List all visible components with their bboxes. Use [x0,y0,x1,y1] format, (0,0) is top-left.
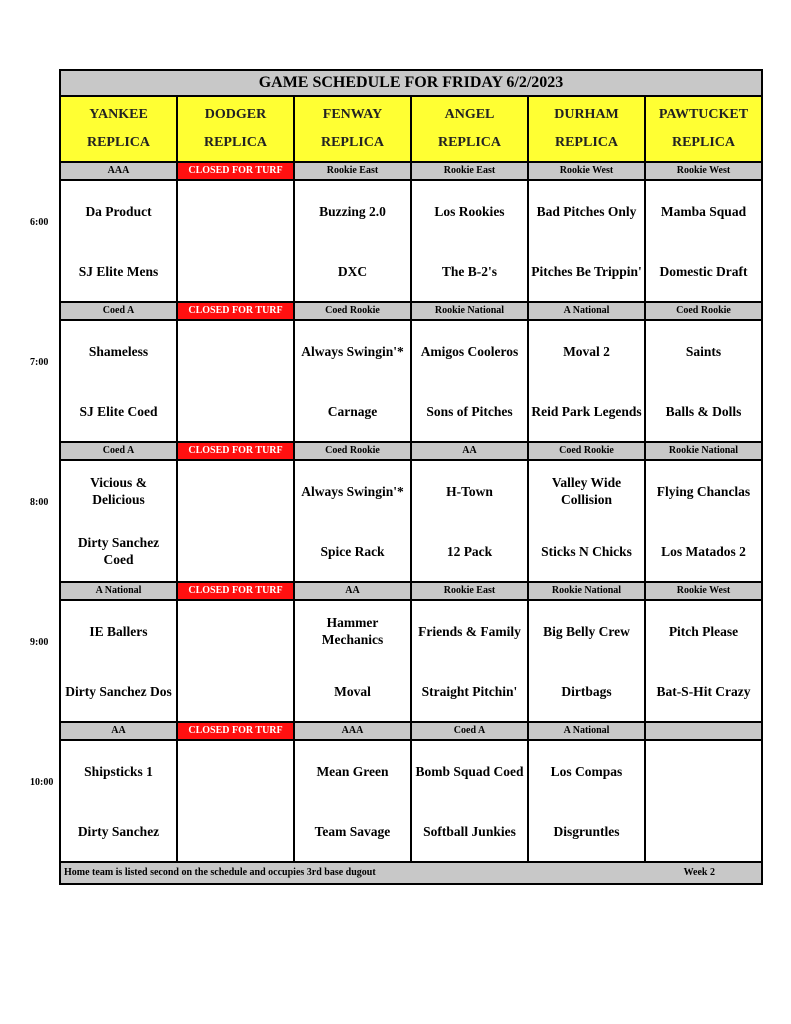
division-label: AA [412,443,529,459]
away-team: Friends & Family [418,623,521,639]
division-label: Coed Rookie [676,305,731,316]
time-label: 8:00 [30,497,49,508]
game-slot-row [61,181,761,303]
away-team: Saints [685,343,722,359]
away-team: Always Swingin'* [301,343,404,359]
division-label: A National [61,583,178,599]
division-label: Rookie East [412,163,529,179]
home-team: Balls & Dolls [665,403,742,419]
schedule-sheet [59,69,763,885]
game-cell [529,741,646,861]
away-team: Shipsticks 1 [84,763,153,779]
game-cell [529,181,646,301]
division-label: AA [61,723,178,739]
closed-badge: CLOSED FOR TURF [178,443,295,459]
division-row [61,163,761,181]
game-cell [295,181,412,301]
away-team: IE Ballers [89,623,148,639]
division-label: Rookie National [529,583,646,599]
home-team: Team Savage [314,823,391,839]
division-row [61,303,761,321]
division-label [646,723,761,739]
field-subtitle: REPLICA [671,135,735,150]
home-team: Moval [334,683,371,699]
footer-note: Home team is listed second on the schedule and occupies 3rd base dugout [64,867,376,878]
home-team [178,241,293,301]
game-cell [646,181,761,301]
home-team [178,661,293,721]
game-slot-row [61,321,761,443]
division-row [61,443,761,461]
field-subtitle: REPLICA [437,135,501,150]
game-cell [295,741,412,861]
game-cell [295,461,412,581]
game-cell [61,181,178,301]
away-team: Moval 2 [563,343,610,359]
home-team: Dirty Sanchez [77,823,160,839]
division-label: Rookie West [529,163,646,179]
home-team: Dirty Sanchez Dos [65,683,172,699]
game-cell [646,321,761,441]
away-team: H-Town [446,483,493,499]
home-team: Bat-S-Hit Crazy [656,683,751,699]
field-header-yankee [61,97,178,161]
game-cell [178,601,295,721]
game-slot-row [61,461,761,583]
time-label: 9:00 [30,637,49,648]
field-subtitle: REPLICA [320,135,384,150]
division-label: Rookie East [412,583,529,599]
division-label: Rookie East [295,163,412,179]
away-team [178,181,293,241]
home-team: Dirtbags [561,683,612,699]
home-team: Disgruntles [553,823,620,839]
time-label: 10:00 [30,777,54,788]
home-team: Sticks N Chicks [541,543,632,559]
game-cell [529,321,646,441]
home-team: Pitches Be Trippin' [531,263,642,279]
game-cell [61,321,178,441]
away-team: Mamba Squad [660,203,747,219]
game-cell [412,321,529,441]
game-cell [412,741,529,861]
away-team [646,741,761,801]
away-team: Los Compas [550,763,623,779]
time-label: 7:00 [30,357,49,368]
game-slot-row [61,601,761,723]
home-team [178,381,293,441]
away-team: Always Swingin'* [301,483,404,499]
division-label: Coed Rookie [295,303,412,319]
away-team: Buzzing 2.0 [319,203,386,219]
away-team: Big Belly Crew [543,623,630,639]
division-row [61,583,761,601]
away-team: Da Product [85,203,152,219]
home-team: 12 Pack [446,543,493,559]
closed-badge: CLOSED FOR TURF [178,303,295,319]
division-label: AAA [61,163,178,179]
game-cell [178,461,295,581]
away-team: Hammer Mechanics [321,615,384,647]
home-team: Carnage [327,403,378,419]
field-header-fenway [295,97,412,161]
home-team: Los Matados 2 [661,543,746,559]
away-team: Bad Pitches Only [536,203,637,219]
away-team [178,461,293,521]
schedule-body [61,163,761,863]
away-team [178,321,293,381]
division-label: AAA [295,723,412,739]
field-name: YANKEE [89,107,148,122]
away-team: Pitch Please [668,623,739,639]
time-label: 6:00 [30,217,49,228]
game-cell [646,741,761,861]
division-label: A National [529,303,646,319]
game-cell [529,601,646,721]
game-cell [178,741,295,861]
field-name: FENWAY [322,107,383,122]
game-cell [412,181,529,301]
game-cell [529,461,646,581]
away-team: Los Rookies [434,203,505,219]
home-team [646,801,761,861]
division-label: Rookie National [668,445,739,456]
division-row [61,723,761,741]
home-team: Softball Junkies [423,823,516,839]
closed-badge: CLOSED FOR TURF [178,163,295,179]
division-label: Coed A [61,303,178,319]
game-cell [61,601,178,721]
game-cell [178,321,295,441]
away-team: Vicious & Delicious [90,475,147,507]
game-cell [61,461,178,581]
closed-badge: CLOSED FOR TURF [178,583,295,599]
division-label: A National [529,723,646,739]
away-team: Mean Green [316,763,389,779]
division-label: Coed Rookie [295,443,412,459]
field-header-pawtucket [646,97,761,161]
game-cell [61,741,178,861]
home-team: Dirty Sanchez Coed [77,535,160,567]
home-team: Straight Pitchin' [421,683,518,699]
field-header-durham [529,97,646,161]
game-cell [412,601,529,721]
week-label: Week 2 [683,867,715,878]
game-cell [295,321,412,441]
home-team: Spice Rack [320,543,385,559]
division-label: Rookie West [676,585,731,596]
away-team: Bomb Squad Coed [415,763,524,779]
division-label: Rookie West [676,165,731,176]
home-team: Domestic Draft [659,263,748,279]
field-name: DODGER [204,107,267,122]
field-name: DURHAM [554,107,619,122]
division-label: Coed A [412,723,529,739]
schedule-footer [61,863,761,883]
game-slot-row [61,741,761,863]
away-team: Flying Chanclas [656,483,751,499]
home-team [178,801,293,861]
division-label: Coed Rookie [529,443,646,459]
game-cell [295,601,412,721]
division-label: Rookie National [412,303,529,319]
field-subtitle: REPLICA [203,135,267,150]
game-cell [646,461,761,581]
division-label: AA [295,583,412,599]
home-team [178,521,293,581]
home-team: SJ Elite Mens [78,263,159,279]
home-team: SJ Elite Coed [79,403,158,419]
home-team: Reid Park Legends [531,403,642,419]
game-cell [646,601,761,721]
home-team: Sons of Pitches [426,403,513,419]
home-team: The B-2's [441,263,498,279]
away-team [178,601,293,661]
field-header-row [61,97,761,163]
away-team: Valley Wide Collision [551,475,622,507]
closed-badge: CLOSED FOR TURF [178,723,295,739]
field-name: PAWTUCKET [658,107,749,122]
game-cell [412,461,529,581]
schedule-title: GAME SCHEDULE FOR FRIDAY 6/2/2023 [61,71,761,97]
field-header-dodger [178,97,295,161]
away-team: Amigos Cooleros [420,343,519,359]
game-cell [178,181,295,301]
field-subtitle: REPLICA [554,135,618,150]
division-label: Coed A [61,443,178,459]
away-team: Shameless [88,343,149,359]
field-header-angel [412,97,529,161]
field-name: ANGEL [444,107,495,122]
field-subtitle: REPLICA [86,135,150,150]
home-team: DXC [337,263,368,279]
away-team [178,741,293,801]
